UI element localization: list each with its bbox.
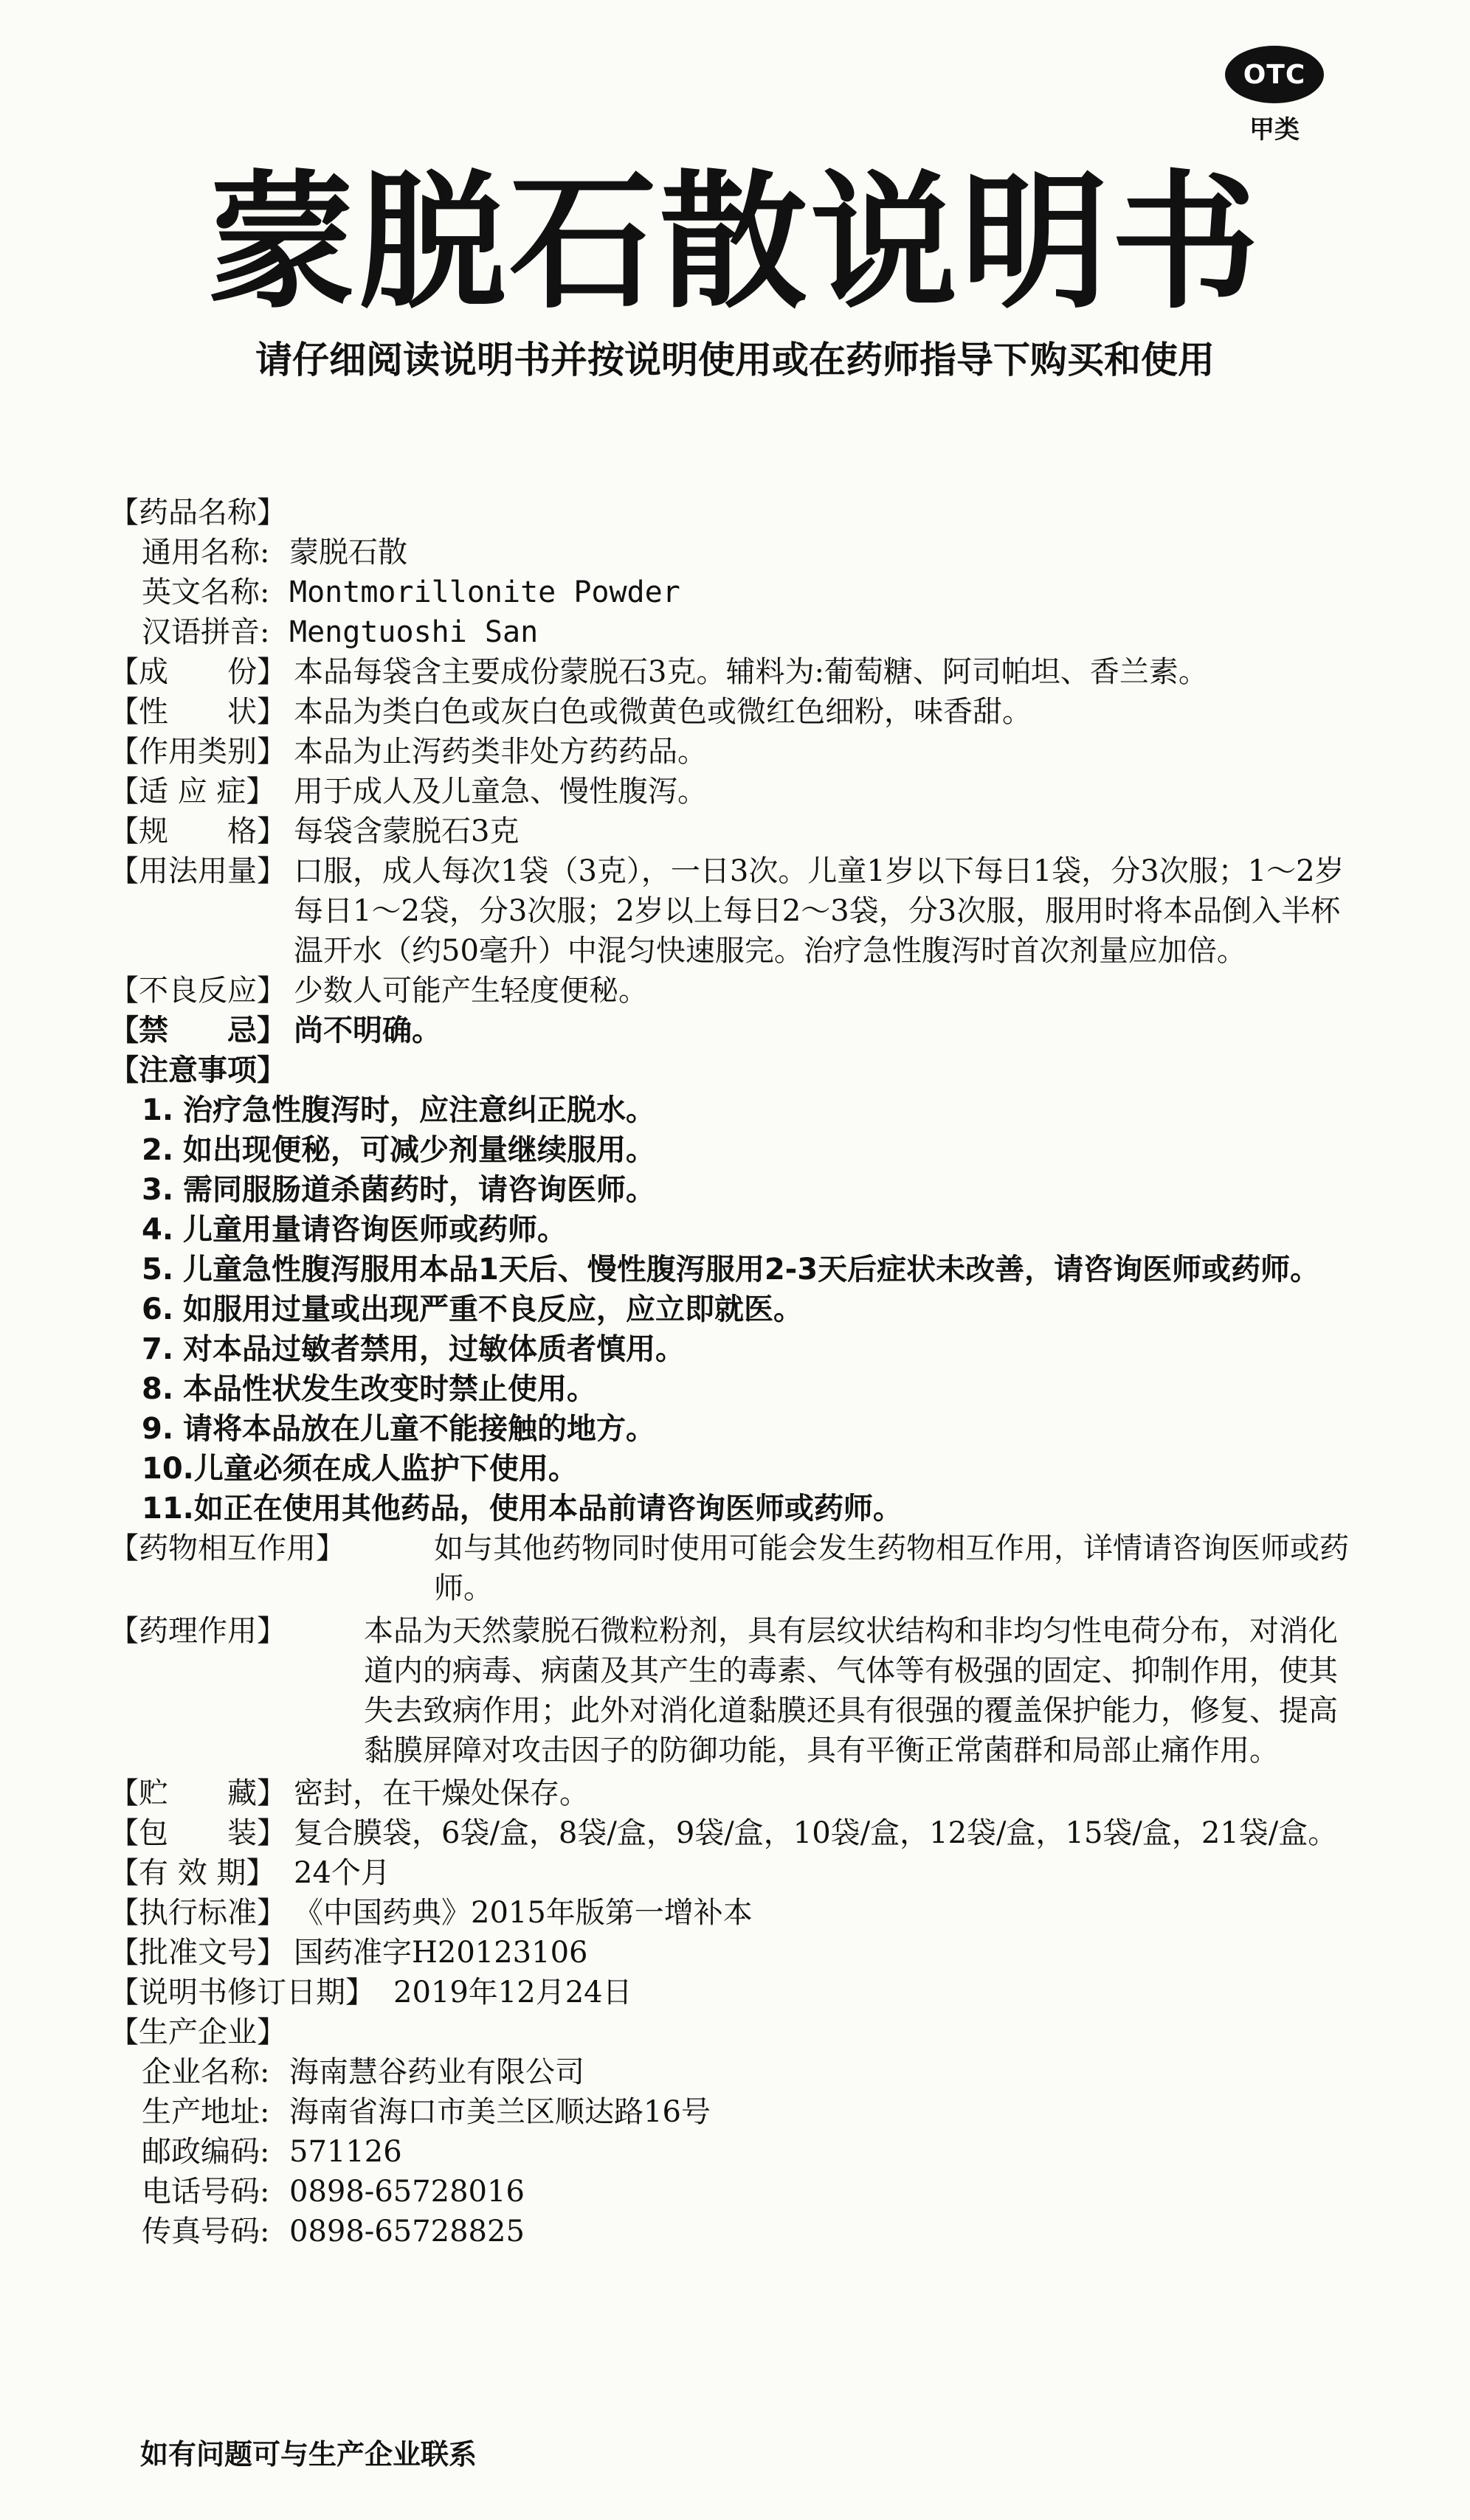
field-key: 英文名称: — [142, 575, 270, 609]
precaution-text: 儿童必须在成人监护下使用。 — [193, 1452, 578, 1486]
section-revision-date — [109, 1973, 1364, 2012]
section-text: 2019年12月24日 — [393, 1976, 632, 2010]
section-contraindications — [109, 1011, 1364, 1050]
section-text: 本品为类白色或灰白色或微黄色或微红色细粉，味香甜。 — [294, 695, 1032, 729]
field-key: 电话号码: — [142, 2175, 270, 2209]
section-text: 密封，在干燥处保存。 — [294, 1776, 589, 1810]
precaution-item — [142, 1449, 1364, 1489]
field-key: 生产地址: — [142, 2095, 270, 2129]
precaution-item — [142, 1130, 1364, 1170]
section-composition — [109, 652, 1364, 692]
manufacturer-field — [109, 2172, 1364, 2212]
section-spec — [109, 811, 1364, 851]
section-usage — [109, 851, 1364, 971]
precaution-item — [142, 1290, 1364, 1329]
section-label: 【说明书修订日期】 — [109, 1976, 375, 2010]
field-pinyin — [109, 612, 1364, 652]
precautions-list — [109, 1090, 1364, 1529]
otc-badge: OTC — [1225, 46, 1324, 103]
precaution-item — [142, 1329, 1364, 1369]
section-text: 国药准字H20123106 — [294, 1936, 588, 1970]
field-key: 通用名称: — [142, 536, 270, 570]
precaution-text: 儿童用量请咨询医师或药师。 — [183, 1213, 567, 1247]
section-precautions — [109, 1050, 1364, 1090]
precaution-item — [142, 1489, 1364, 1529]
field-key: 传真号码: — [142, 2215, 270, 2249]
section-text: 少数人可能产生轻度便秘。 — [294, 974, 648, 1008]
precaution-text: 需同服肠道杀菌药时，请咨询医师。 — [183, 1173, 655, 1207]
manufacturer-field — [109, 2092, 1364, 2132]
section-label: 【不良反应】 — [109, 974, 286, 1008]
section-label: 【规 格】 — [109, 814, 286, 848]
manufacturer-field — [109, 2052, 1364, 2092]
otc-class-label: 甲类 — [1249, 115, 1300, 145]
section-text: 如与其他药物同时使用可能会发生药物相互作用，详情请咨询医师或药师。 — [434, 1531, 1349, 1605]
manufacturer-field — [109, 2212, 1364, 2251]
section-indications — [109, 772, 1364, 811]
precaution-text: 请将本品放在儿童不能接触的地方。 — [183, 1412, 655, 1446]
precaution-item — [142, 1369, 1364, 1409]
precaution-number: 7. — [142, 1332, 174, 1366]
section-text: 用于成人及儿童急、慢性腹泻。 — [294, 775, 707, 809]
precaution-number: 3. — [142, 1173, 174, 1207]
precaution-number: 2. — [142, 1133, 174, 1167]
precaution-number: 9. — [142, 1412, 174, 1446]
section-pharmacology — [109, 1611, 1364, 1770]
precaution-item — [142, 1210, 1364, 1250]
section-label: 【药品名称】 — [109, 496, 286, 530]
section-label: 【执行标准】 — [109, 1896, 286, 1930]
precaution-text: 儿童急性腹泻服用本品1天后、慢性腹泻服用2-3天后症状未改善，请咨询医师或药师。 — [183, 1253, 1320, 1287]
footer-note: 如有问题可与生产企业联系 — [140, 2438, 477, 2471]
section-storage — [109, 1773, 1364, 1813]
precaution-number: 8. — [142, 1372, 174, 1406]
field-common-name — [109, 533, 1364, 572]
field-key: 邮政编码: — [142, 2135, 270, 2169]
section-text: 复合膜袋，6袋/盒，8袋/盒，9袋/盒，10袋/盒，12袋/盒，15袋/盒，21袋/盒。 — [294, 1816, 1338, 1850]
section-standard — [109, 1893, 1364, 1933]
section-text: 每袋含蒙脱石3克 — [294, 814, 520, 848]
section-label: 【性 状】 — [109, 695, 286, 729]
section-label: 【成 份】 — [109, 655, 286, 689]
field-value: 蒙脱石散 — [289, 536, 407, 570]
section-label: 【生产企业】 — [109, 2015, 286, 2049]
section-drug-name — [109, 493, 1364, 533]
section-text: 24个月 — [294, 1856, 390, 1890]
document-title: 蒙脱石散说明书 — [207, 157, 1262, 329]
field-value: Montmorillonite Powder — [289, 575, 680, 609]
precaution-number: 5. — [142, 1253, 174, 1287]
section-label: 【适 应 症】 — [109, 775, 276, 809]
section-approval — [109, 1933, 1364, 1973]
section-adverse — [109, 971, 1364, 1011]
section-label: 【用法用量】 — [109, 854, 286, 888]
field-value: 海南省海口市美兰区顺达路16号 — [289, 2095, 711, 2129]
section-text: 本品每袋含主要成份蒙脱石3克。辅料为:葡萄糖、阿司帕坦、香兰素。 — [294, 655, 1208, 689]
precaution-number: 1. — [142, 1093, 174, 1127]
section-interaction — [109, 1529, 1364, 1608]
section-validity — [109, 1853, 1364, 1893]
field-value: 海南慧谷药业有限公司 — [289, 2055, 584, 2089]
precaution-item — [142, 1170, 1364, 1210]
precaution-text: 如服用过量或出现严重不良反应，应立即就医。 — [183, 1292, 803, 1326]
section-text: 尚不明确。 — [294, 1013, 441, 1048]
field-value: 0898-65728825 — [289, 2215, 525, 2249]
section-label: 【作用类别】 — [109, 735, 286, 769]
precaution-text: 对本品过敏者禁用，过敏体质者慎用。 — [183, 1332, 685, 1366]
field-value: 0898-65728016 — [289, 2175, 525, 2209]
field-value: 571126 — [289, 2135, 402, 2169]
precaution-text: 如出现便秘，可减少剂量继续服用。 — [183, 1133, 655, 1167]
section-package — [109, 1813, 1364, 1853]
field-value: Mengtuoshi San — [289, 615, 539, 649]
section-text: 口服，成人每次1袋（3克），一日3次。儿童1岁以下每日1袋，分3次服；1～2岁每日1～2袋，分3次服；2岁以上每日2～3袋，分3次服，服用时将本品倒入半杯温开水（约50毫升）中混匀快速服完。治疗急性腹泻时首次剂量应加倍。 — [294, 854, 1345, 968]
section-category — [109, 732, 1364, 772]
section-label: 【注意事项】 — [109, 1053, 286, 1087]
section-label: 【包 装】 — [109, 1816, 286, 1850]
section-label: 【药理作用】 — [109, 1614, 286, 1648]
section-manufacturer — [109, 2012, 1364, 2052]
manufacturer-fields — [109, 2052, 1364, 2251]
section-label: 【批准文号】 — [109, 1936, 286, 1970]
manufacturer-field — [109, 2132, 1364, 2172]
precaution-item — [142, 1090, 1364, 1130]
precaution-text: 如正在使用其他药品，使用本品前请咨询医师或药师。 — [193, 1492, 903, 1526]
precaution-number: 4. — [142, 1213, 174, 1247]
section-text: 本品为天然蒙脱石微粒粉剂，具有层纹状结构和非均匀性电荷分布，对消化道内的病毒、病菌及其产生的毒素、气体等有极强的固定、抑制作用，使其失去致病作用；此外对消化道黏膜还具有很强的覆盖保护能力，修复、提高黏膜屏障对攻击因子的防御功能，具有平衡正常菌群和局部止痛作用。 — [364, 1614, 1338, 1768]
precaution-item — [142, 1409, 1364, 1449]
section-label: 【禁 忌】 — [109, 1013, 286, 1048]
document-subtitle: 请仔细阅读说明书并按说明使用或在药师指导下购买和使用 — [255, 339, 1215, 381]
section-label: 【贮 藏】 — [109, 1776, 286, 1810]
section-text: 本品为止泻药类非处方药药品。 — [294, 735, 707, 769]
section-character — [109, 692, 1364, 732]
section-label: 【药物相互作用】 — [109, 1531, 345, 1565]
precaution-item — [142, 1250, 1364, 1290]
field-english-name — [109, 572, 1364, 612]
precaution-number: 11. — [142, 1492, 194, 1526]
field-key: 汉语拼音: — [142, 615, 270, 649]
precaution-number: 6. — [142, 1292, 174, 1326]
precaution-text: 本品性状发生改变时禁止使用。 — [183, 1372, 596, 1406]
precaution-text: 治疗急性腹泻时，应注意纠正脱水。 — [183, 1093, 655, 1127]
section-label: 【有 效 期】 — [109, 1856, 276, 1890]
section-text: 《中国药典》2015年版第一增补本 — [294, 1896, 753, 1930]
field-key: 企业名称: — [142, 2055, 270, 2089]
precaution-number: 10. — [142, 1452, 194, 1486]
leaflet-body — [109, 493, 1364, 2251]
